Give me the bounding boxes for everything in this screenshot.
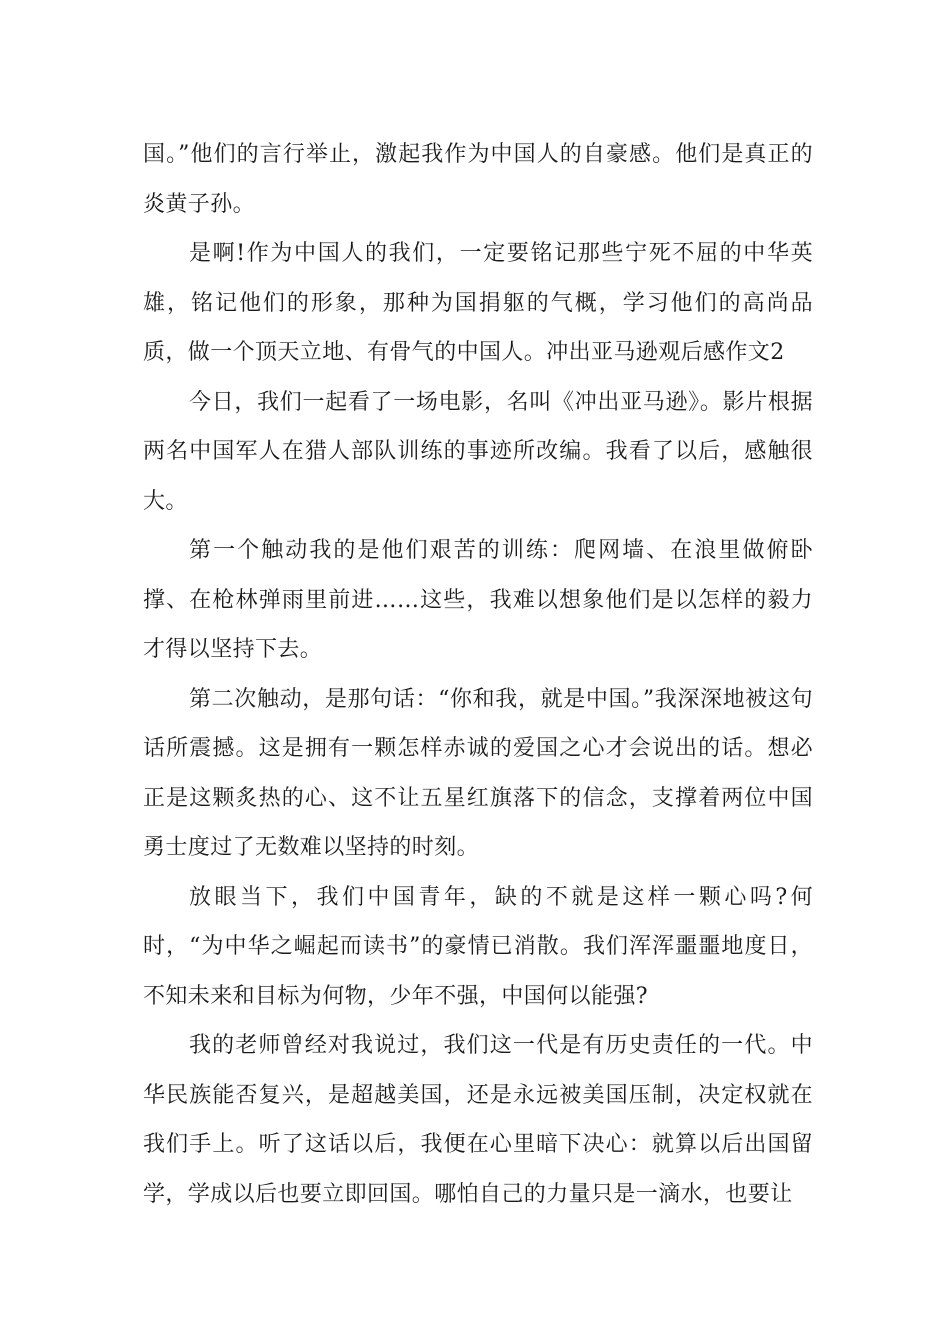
paragraph-2: 是啊!作为中国人的我们，一定要铭记那些宁死不屈的中华英雄，铭记他们的形象，那种为国捐躯的气概，学习他们的高尚品质，做一个顶天立地、有骨气的中国人。冲出亚马逊观后感作文2: [143, 241, 813, 365]
paragraph-5: 第二次触动，是那句话：“你和我，就是中国。”我深深地被这句话所震撼。这是拥有一颗怎样赤诚的爱国之心才会说出的话。想必正是这颗炙热的心、这不让五星红旗落下的信念，支撑着两位中国勇士度过了无数难以坚持的时刻。: [143, 686, 813, 860]
paragraph-7: 我的老师曾经对我说过，我们这一代是有历史责任的一代。中华民族能否复兴，是超越美国，还是永远被美国压制，决定权就在我们手上。听了这话以后，我便在心里暗下决心：就算以后出国留学，学成以后也要立即回国。哪怕自己的力量只是一滴水，也要让: [143, 1033, 813, 1207]
paragraph-3: 今日，我们一起看了一场电影，名叫《冲出亚马逊》。影片根据两名中国军人在猎人部队训练的事迹所改编。我看了以后，感触很大。: [143, 389, 813, 514]
document-body: [143, 130, 813, 1219]
paragraph-4: 第一个触动我的是他们艰苦的训练：爬网墙、在浪里做俯卧撑、在枪林弹雨里前进……这些，我难以想象他们是以怎样的毅力才得以坚持下去。: [143, 538, 813, 662]
paragraph-1: 国。”他们的言行举止，激起我作为中国人的自豪感。他们是真正的炎黄子孙。: [143, 142, 813, 217]
paragraph-6: 放眼当下，我们中国青年，缺的不就是这样一颗心吗?何时，“为中华之崛起而读书”的豪情已消散。我们浑浑噩噩地度日，不知未来和目标为何物，少年不强，中国何以能强?: [143, 884, 813, 1009]
